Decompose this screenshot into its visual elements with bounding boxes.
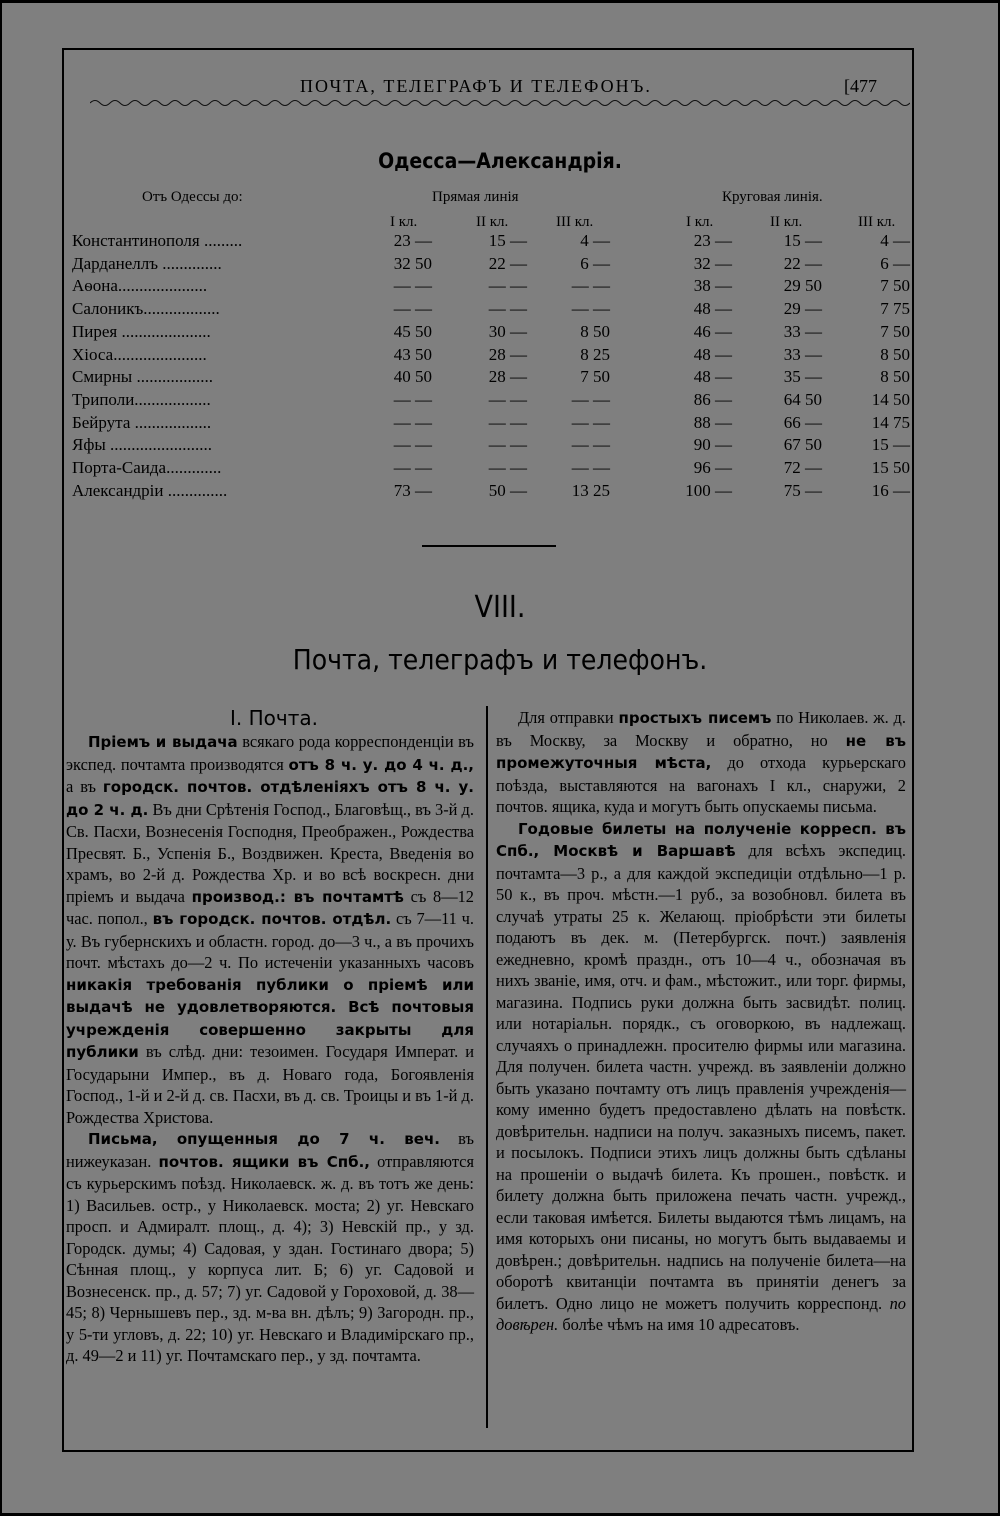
table-row: [72, 434, 912, 456]
destination: Пирея .....................: [72, 321, 211, 341]
fare-cell: 7 50: [880, 276, 910, 296]
from-label: Отъ Одессы до:: [142, 189, 243, 205]
fare-cell: — —: [488, 389, 527, 409]
fare-cell: 14 50: [871, 389, 910, 409]
fare-cell: 67 50: [783, 435, 822, 455]
fare-cell: — —: [488, 458, 527, 477]
fare-cell: — —: [571, 276, 610, 296]
table-row: [72, 253, 912, 275]
fare-cell: 15 50: [871, 458, 910, 477]
fare-cell: 14 75: [871, 412, 910, 432]
fare-cell: 32 50: [393, 253, 432, 273]
fare-cell: 33 —: [783, 344, 822, 364]
fare-cell: 16 —: [871, 480, 910, 500]
fare-cell: — —: [393, 389, 432, 409]
table-title: Одесса—Александрія.: [378, 149, 622, 173]
fare-cell: 30 —: [488, 321, 527, 341]
fare-cell: 8 25: [580, 344, 610, 364]
destination: Салоникъ..................: [72, 299, 220, 319]
fare-cell: 23 —: [393, 231, 432, 250]
fare-cell: — —: [571, 299, 610, 319]
table-row: [72, 321, 912, 343]
fare-cell: 100 —: [685, 480, 732, 500]
chapter-number: VIII.: [474, 590, 526, 625]
fare-cell: 23 —: [693, 231, 732, 250]
left-column: [66, 731, 474, 1367]
fare-cell: 75 —: [783, 480, 822, 500]
destination: Константинополя .........: [72, 231, 243, 250]
column-divider: [486, 706, 488, 1428]
fare-cell: 13 25: [571, 480, 610, 500]
fare-cell: 7 75: [880, 299, 910, 319]
fare-cell: 88 —: [693, 412, 732, 432]
fare-cell: 8 50: [880, 344, 910, 364]
fare-cell: — —: [571, 412, 610, 432]
fare-cell: 64 50: [783, 389, 822, 409]
fare-cell: — —: [393, 299, 432, 319]
table-row: [72, 412, 912, 434]
fare-cell: — —: [393, 458, 432, 477]
fare-cell: 86 —: [693, 389, 732, 409]
fare-cell: 29 —: [783, 299, 822, 319]
table-row: [72, 480, 912, 502]
fare-cell: 8 50: [880, 367, 910, 387]
table-row: [72, 366, 912, 388]
destination: Бейрута ..................: [72, 412, 212, 432]
fare-cell: 48 —: [693, 367, 732, 387]
fare-cell: 4 —: [580, 231, 610, 250]
paragraph: Письма, опущенныя до 7 ч. веч. въ нижеуказан. почтов. ящики въ Спб., отправляются съ курьерскимъ поѣзд. Николаевск. ж. д. въ тотъ же день: 1) Васильев. остр., у Николаевск. моста; 2) уг. Невскаго просп. и Адмиралт. площ., д. 4); 3) Невскій пр., у зд. Городск. думы; 4) Садовая, у здан. Гостинаго двора; 5) Сѣнная площ., у корпуса лит. Б; 6) уг. Садовой и Вознесенск. пр., д. 57; 7) уг. Садовой у Гороховой, д. 38—45; 8) Чернышевъ пер., зд. м-ва вн. дѣлъ; 9) Загородн. пр., у 5-ти угловъ, д. 22; 10) уг. Невскаго и Владимірскаго пр., д. 49—2 и 11) уг. Почтамскаго пер., у зд. почтамта.: [66, 1129, 474, 1365]
section-title: I. Почта.: [230, 706, 318, 730]
class-label: I кл.: [390, 214, 418, 230]
direct-line-label: Прямая линія: [432, 189, 519, 205]
class-label: I кл.: [686, 214, 714, 230]
fare-cell: 66 —: [783, 412, 822, 432]
fare-cell: 32 —: [693, 253, 732, 273]
fare-cell: 48 —: [693, 299, 732, 319]
ornamental-rule: [90, 98, 910, 108]
fare-cell: 72 —: [783, 458, 822, 477]
destination: Александріи ..............: [72, 480, 228, 500]
class-label: III кл.: [556, 214, 594, 230]
fare-cell: 90 —: [693, 435, 732, 455]
table-row: [72, 389, 912, 411]
table-row: [72, 298, 912, 320]
paragraph: Для отправки простыхъ писемъ по Николаев. ж. д. въ Москву, за Москву и обратно, но не въ промежуточныя мѣста, до отхода курьерскаго поѣзда, выставляются на вагонахъ I кл., снаружи, 2 почтов. ящика, куда и могутъ быть опускаемы письма.: [496, 708, 906, 816]
fare-cell: — —: [393, 435, 432, 455]
fare-cell: 45 50: [393, 321, 432, 341]
fare-cell: 35 —: [783, 367, 822, 387]
fare-cell: 15 —: [488, 231, 527, 250]
paragraph: Годовые билеты на полученіе корресп. въ Спб., Москвѣ и Варшавѣ для всѣхъ экспедиц. почтамта—3 р., а для каждой экспедиціи отдѣльно—1 р. 50 к., въ проч. мѣстн.—1 руб., за возобновл. билета въ случаѣ утраты 25 к. Желающ. пріобрѣсти эти билеты подаютъ въ дек. м. (Петербургск. почт.) заявленія ежедневно, кромѣ праздн., отъ 10—4 ч., обозначая въ нихъ званіе, имя, отч. и фам., мѣстожит., или торг. фирмы, магазина. Подпись руки должна быть засвидѣт. полиц. или нотаріальн. порядк., съ оговоркою, въ надлежащ. случаяхъ о принадлежн. просителю фирмы или магазина. Для получен. билета частн. учрежд. въ заявленіи должно быть указано почтамту отъ лицъ правленія учрежденія—кому именно будетъ предоставлено дѣлать на повѣстк. довѣрительн. надписи на получ. заказныхъ писемъ, пакет. и посылокъ. Подписи этихъ лицъ должны быть сдѣланы на прошеніи о выдачѣ билета. Къ прошен., повѣстк. и билету должна быть приложена печать частн. учрежд., если таковая имѣется. Билеты выдаются тѣмъ лицамъ, на имя которыхъ они писаны, но могутъ быть выдаваемы и довѣрен.; довѣрительн. надпись на полученіе билета—на оборотѣ квитанціи почтамта въ принятіи денегъ за билетъ. Одно лицо не можетъ получить корреспонд. по довѣрен. болѣе чѣмъ на имя 10 адресатовъ.: [496, 819, 906, 1334]
table-row: [72, 344, 912, 366]
fare-cell: 6 —: [880, 253, 910, 273]
class-label: II кл.: [476, 214, 509, 230]
fare-cell: 50 —: [488, 480, 527, 500]
class-label: III кл.: [858, 214, 896, 230]
destination: Хіоса......................: [72, 344, 207, 364]
fare-cell: 7 50: [880, 321, 910, 341]
chapter-title: Почта, телеграфъ и телефонъ.: [292, 643, 708, 676]
fare-cell: 6 —: [580, 253, 610, 273]
running-title: ПОЧТА, ТЕЛЕГРАФЪ И ТЕЛЕФОНЪ.: [300, 76, 652, 96]
circular-line-label: Круговая линія.: [722, 189, 823, 205]
paragraph: Пріемъ и выдача всякаго рода корреспонденціи въ экспед. почтамта производятся отъ 8 ч. у. до 4 ч. д., а въ городск. почтов. отдѣленіяхъ отъ 8 ч. у. до 2 ч. д. Въ дни Срѣтенія Господ., Благовѣщ., въ 3-й д. Св. Пасхи, Вознесенія Господня, Преображен., Рождества Пресвят. Б., Успенія Б., Воздвижен. Креста, Введенія во храмъ, во 2-й д. Рождества Хр. и во всѣ воскресн. дни пріемъ и выдача производ.: въ почтамтѣ съ 8—12 час. попол., въ городск. почтов. отдѣл. съ 7—11 ч. у. Въ губернскихъ и областн. город. до—3 ч., а въ прочихъ почт. мѣстахъ до—2 ч. По истеченіи указанныхъ часовъ никакія требованія публики о пріемѣ или выдачѣ не удовлетворяются. Всѣ почтовыя учрежденія совершенно закрыты для публики въ слѣд. дни: тезоимен. Государя Императ. и Государыни Импер., въ д. Новаго года, Богоявленія Господ., 1-й и 2-й д. св. Пасхи, въ д. св. Троицы и въ 1-й д. Рождества Христова.: [66, 732, 474, 1127]
fare-cell: 73 —: [393, 480, 432, 500]
destination: Триполи..................: [72, 389, 211, 409]
fare-cell: 8 50: [580, 321, 610, 341]
fare-cell: — —: [488, 276, 527, 296]
fare-cell: 38 —: [693, 276, 732, 296]
destination: Аѳона.....................: [72, 276, 208, 296]
fare-cell: — —: [488, 299, 527, 319]
fare-cell: 22 —: [783, 253, 822, 273]
separator: [422, 545, 556, 547]
table-row: [72, 275, 912, 297]
fare-cell: — —: [488, 412, 527, 432]
fare-cell: 4 —: [880, 231, 910, 250]
class-label: II кл.: [770, 214, 803, 230]
fare-cell: 29 50: [783, 276, 822, 296]
destination: Смирны ..................: [72, 367, 213, 387]
fare-cell: 43 50: [393, 344, 432, 364]
fare-cell: — —: [393, 276, 432, 296]
fare-cell: 22 —: [488, 253, 527, 273]
fare-cell: 48 —: [693, 344, 732, 364]
table-row: [72, 230, 912, 252]
fare-cell: 96 —: [693, 458, 732, 477]
fare-cell: 28 —: [488, 344, 527, 364]
fare-cell: 46 —: [693, 321, 732, 341]
fare-cell: 15 —: [871, 435, 910, 455]
destination: Порта-Саида.............: [72, 458, 222, 477]
fare-cell: 28 —: [488, 367, 527, 387]
destination: Яфы ........................: [72, 435, 213, 455]
right-column: [496, 707, 906, 1336]
fare-cell: 7 50: [580, 367, 610, 387]
page-number: [477: [844, 76, 877, 96]
fare-cell: 33 —: [783, 321, 822, 341]
fare-cell: — —: [571, 435, 610, 455]
fare-cell: — —: [571, 458, 610, 477]
fare-cell: — —: [393, 412, 432, 432]
destination: Дарданеллъ ..............: [72, 253, 222, 273]
fare-cell: — —: [571, 389, 610, 409]
fare-cell: 40 50: [393, 367, 432, 387]
fare-cell: — —: [488, 435, 527, 455]
table-row: [72, 457, 912, 479]
fare-cell: 15 —: [783, 231, 822, 250]
